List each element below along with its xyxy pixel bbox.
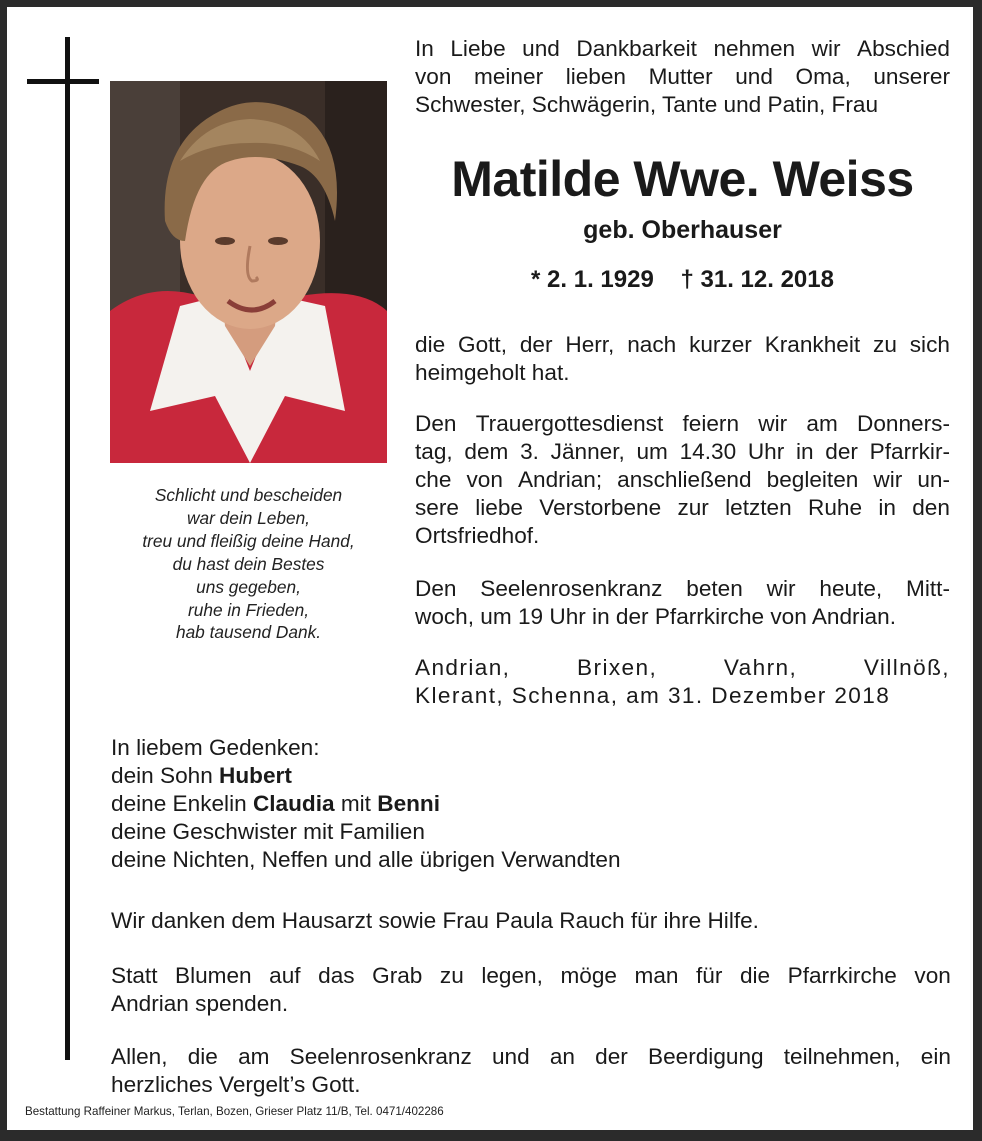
word: von xyxy=(415,64,452,89)
text-line xyxy=(415,682,950,710)
word: zu xyxy=(873,332,897,357)
mourners-list xyxy=(111,734,951,874)
word: der xyxy=(595,1044,628,1069)
word: legen, xyxy=(481,963,543,988)
paragraph-rosary xyxy=(415,575,950,631)
text-line xyxy=(415,575,950,603)
mourner-relation: deine Enkelin xyxy=(111,791,253,816)
word: 14.30 xyxy=(679,439,737,464)
mourner-relation: dein Sohn xyxy=(111,763,220,788)
word: heimgeholt hat. xyxy=(415,360,570,385)
word: der xyxy=(519,332,553,357)
word: Mutter xyxy=(648,64,713,89)
word: Seelenrosenkranz xyxy=(480,576,663,601)
word: teilnehmen, xyxy=(783,1044,901,1069)
cross-horizontal-bar xyxy=(27,79,99,84)
word: liebe xyxy=(475,495,523,520)
text-line xyxy=(415,654,950,682)
word: In xyxy=(415,36,434,61)
word: möge xyxy=(560,963,617,988)
mourner-line xyxy=(111,762,951,790)
word: die xyxy=(739,963,771,988)
mourner-line: deine Nichten, Neffen und alle übrigen Verwandten xyxy=(111,847,621,872)
word: an xyxy=(549,1044,575,1069)
word: Villnöß, xyxy=(863,655,950,680)
word: Den xyxy=(415,411,457,436)
word: Trauergottesdienst xyxy=(475,411,664,436)
word: Uhr xyxy=(747,439,785,464)
word: unserer xyxy=(873,64,950,89)
word: zu xyxy=(439,963,464,988)
word: für xyxy=(696,963,723,988)
text-line xyxy=(111,1043,951,1071)
word: meiner xyxy=(474,64,544,89)
closing-paragraph xyxy=(111,1043,951,1099)
word: Vahrn, xyxy=(723,655,798,680)
word: von xyxy=(466,467,503,492)
word: Pfarrkirche xyxy=(787,963,897,988)
word: feiern xyxy=(682,411,740,436)
text-line xyxy=(415,410,950,438)
word: che xyxy=(415,467,452,492)
word: Gott, xyxy=(458,332,507,357)
text-line xyxy=(111,1071,951,1099)
paragraph-funeral-service xyxy=(415,410,950,550)
word: Verstorbene xyxy=(539,495,662,520)
word: wir xyxy=(758,411,788,436)
word: und xyxy=(735,64,773,89)
word: den xyxy=(912,495,950,520)
word: ein xyxy=(920,1044,951,1069)
word: Wir danken dem Hausarzt sowie Frau Paula Rauch für ihre Hilfe. xyxy=(111,908,759,933)
word: wir xyxy=(811,36,841,61)
word: Seelenrosenkranz xyxy=(289,1044,472,1069)
word: heute, xyxy=(819,576,883,601)
word: lieben xyxy=(565,64,626,89)
word: dem xyxy=(464,439,509,464)
text-line xyxy=(415,359,950,387)
word: wir xyxy=(873,467,903,492)
mourner-line: deine Geschwister mit Familien xyxy=(111,819,425,844)
word: man xyxy=(634,963,679,988)
poem-line: war dein Leben, xyxy=(187,507,310,528)
word: wir xyxy=(766,576,796,601)
text-line xyxy=(111,962,951,990)
mourners-heading: In liebem Gedenken: xyxy=(111,735,320,760)
maiden-name: geb. Oberhauser xyxy=(583,216,782,244)
portrait-image xyxy=(110,81,387,463)
word: die xyxy=(187,1044,218,1069)
word: das xyxy=(318,963,355,988)
word: Mitt- xyxy=(906,576,950,601)
text-line xyxy=(415,603,950,631)
mourner-name: Claudia xyxy=(252,791,335,816)
text-line xyxy=(415,466,950,494)
word: begleiten xyxy=(766,467,859,492)
word: Andrian, xyxy=(415,655,511,680)
word: sere xyxy=(415,495,459,520)
poem-line: treu und fleißig deine Hand, xyxy=(142,530,355,551)
poem-line: ruhe in Frieden, xyxy=(187,599,310,620)
text-line xyxy=(415,63,950,91)
word: nach xyxy=(627,332,677,357)
word: Brixen, xyxy=(577,655,658,680)
word: von xyxy=(914,963,951,988)
place-and-date xyxy=(415,654,950,710)
thanks-paragraph xyxy=(111,907,951,935)
word: woch, um 19 Uhr in der Pfarrkirche von Andrian. xyxy=(415,604,896,629)
memorial-poem xyxy=(110,484,387,644)
word: Jänner, xyxy=(550,439,625,464)
cross-vertical-bar xyxy=(65,37,70,1060)
word: Dankbarkeit xyxy=(576,36,697,61)
text-line xyxy=(415,35,950,63)
word: sich xyxy=(909,332,950,357)
word: Beerdigung xyxy=(648,1044,764,1069)
life-dates: * 2. 1. 1929 † 31. 12. 2018 xyxy=(531,266,834,293)
word: kurzer xyxy=(689,332,752,357)
word: nehmen xyxy=(713,36,796,61)
word: die xyxy=(415,332,446,357)
word: Oma, xyxy=(795,64,851,89)
word: Ortsfriedhof. xyxy=(415,523,540,548)
word: auf xyxy=(269,963,301,988)
mourner-name: Benni xyxy=(377,791,441,816)
text-line xyxy=(415,522,950,550)
word: Ruhe xyxy=(808,495,863,520)
portrait-photo xyxy=(110,81,387,463)
word: Andrian; xyxy=(517,467,603,492)
word: Krankheit xyxy=(764,332,861,357)
word: Den xyxy=(415,576,457,601)
deceased-name: Matilde Wwe. Weiss xyxy=(451,151,914,207)
word: Schwester, Schwägerin, Tante und Patin, Frau xyxy=(415,92,879,117)
text-line xyxy=(415,91,950,119)
word: Liebe xyxy=(450,36,506,61)
word: 3. xyxy=(520,439,539,464)
word: Abschied xyxy=(857,36,950,61)
paragraph-taken-home xyxy=(415,331,950,387)
word: Donners- xyxy=(857,411,950,436)
mourner-conjunction: mit xyxy=(334,791,378,816)
mourner-line xyxy=(111,790,951,818)
flowers-paragraph xyxy=(111,962,951,1018)
poem-line: uns gegeben, xyxy=(196,576,301,597)
word: zur xyxy=(677,495,709,520)
poem-line: hab tausend Dank. xyxy=(175,622,322,643)
text-line xyxy=(415,494,950,522)
text-line xyxy=(415,331,950,359)
word: herzliches Vergelt’s Gott. xyxy=(111,1072,361,1097)
mourner-name: Hubert xyxy=(219,763,292,788)
word: anschließend xyxy=(617,467,752,492)
text-line xyxy=(111,990,951,1018)
word: Statt xyxy=(111,963,158,988)
word: Klerant, Schenna, am 31. Dezember 2018 xyxy=(415,683,891,708)
word: in xyxy=(878,495,896,520)
poem-line: Schlicht und bescheiden xyxy=(154,485,343,505)
text-line xyxy=(415,438,950,466)
word: und xyxy=(491,1044,530,1069)
poem-line: du hast dein Bestes xyxy=(172,553,325,574)
text-line xyxy=(111,907,951,935)
funeral-home-footer: Bestattung Raffeiner Markus, Terlan, Bozen, Grieser Platz 11/B, Tel. 0471/402286 xyxy=(25,1105,444,1118)
word: in xyxy=(795,439,814,464)
word: beten xyxy=(686,576,743,601)
intro-text xyxy=(415,35,950,119)
word: Andrian spenden. xyxy=(111,991,289,1016)
word: letzten xyxy=(725,495,792,520)
word: der xyxy=(825,439,858,464)
word: Pfarrkir- xyxy=(869,439,950,464)
word: un- xyxy=(917,467,950,492)
word: Blumen xyxy=(175,963,252,988)
word: am xyxy=(806,411,838,436)
word: Herr, xyxy=(565,332,615,357)
word: Grab xyxy=(372,963,423,988)
word: tag, xyxy=(415,439,453,464)
word: am xyxy=(238,1044,270,1069)
word: Allen, xyxy=(111,1044,168,1069)
word: um xyxy=(636,439,668,464)
word: und xyxy=(522,36,560,61)
